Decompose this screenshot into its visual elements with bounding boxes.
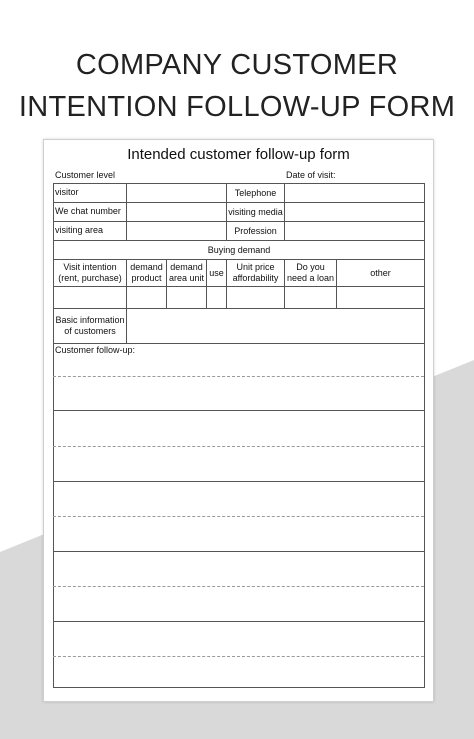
telephone-label: Telephone [234, 187, 277, 198]
heading-line-2: INTENTION FOLLOW-UP FORM [18, 91, 456, 123]
follow-up-area[interactable] [54, 358, 424, 687]
form-title: Intended customer follow-up form [127, 146, 350, 163]
demand-area-unit-header: demand area unit [168, 262, 205, 283]
use-header: use [209, 267, 224, 278]
basic-info-label: Basic information of customers [55, 315, 125, 336]
basic-info-field[interactable] [127, 309, 424, 343]
visiting-media-field[interactable] [285, 203, 424, 221]
page-heading [0, 44, 474, 128]
buying-demand-heading: Buying demand [207, 244, 271, 255]
customer-level-label: Customer level [55, 170, 116, 180]
other-header: other [370, 267, 391, 278]
profession-label: Profession [234, 225, 277, 236]
visiting-area-label: visiting area [55, 225, 104, 235]
visitor-label: visitor [55, 187, 79, 197]
date-of-visit-label: Date of visit: [286, 170, 336, 180]
profession-field[interactable] [285, 222, 424, 240]
demand-input-row[interactable] [54, 287, 424, 308]
follow-up-label: Customer follow-up: [55, 345, 136, 355]
demand-product-header: demand product [130, 262, 163, 283]
visiting-area-field[interactable] [127, 222, 226, 240]
visiting-media-label: visiting media [228, 206, 283, 217]
heading-line-1: COMPANY CUSTOMER [75, 49, 399, 81]
wechat-label: We chat number [55, 206, 121, 216]
telephone-field[interactable] [285, 184, 424, 202]
form-sheet [43, 139, 434, 702]
unit-price-header: Unit price affordability [232, 262, 279, 283]
visitor-field[interactable] [127, 184, 226, 202]
loan-header: Do you need a loan [286, 262, 335, 283]
wechat-field[interactable] [127, 203, 226, 221]
visit-intention-header: Visit intention (rent, purchase) [58, 262, 122, 283]
